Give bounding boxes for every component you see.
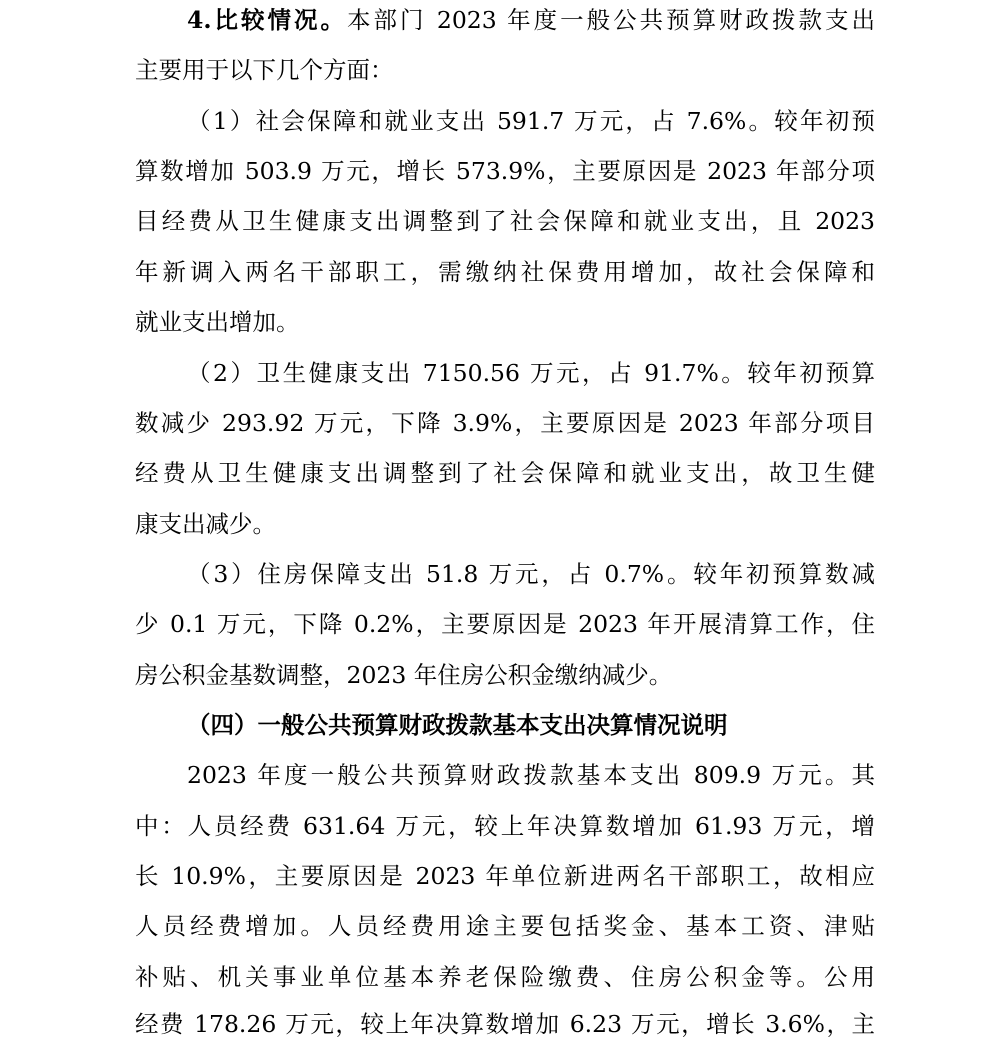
paragraph-4-line-1 bbox=[187, 0, 875, 40]
item-1-line-5: 就业支出增加。 bbox=[135, 308, 300, 336]
paragraph-4-line-2: 主要用于以下几个方面： bbox=[135, 56, 394, 84]
item-1-line-4: 年新调入两名干部职工，需缴纳社保费用增加，故社会保障和 bbox=[135, 258, 875, 286]
paragraph-4-heading: 4.比较情况。 bbox=[187, 6, 347, 34]
item-1-line-1: （1）社会保障和就业支出 591.7 万元，占 7.6%。较年初预 bbox=[187, 107, 875, 135]
item-3-line-1: （3）住房保障支出 51.8 万元，占 0.7%。较年初预算数减 bbox=[187, 560, 875, 588]
paragraph-4-text: 本部门 2023 年度一般公共预算财政拨款支出 bbox=[346, 6, 875, 34]
item-1-line-3: 目经费从卫生健康支出调整到了社会保障和就业支出，且 2023 bbox=[135, 207, 875, 235]
item-3-line-2: 少 0.1 万元，下降 0.2%，主要原因是 2023 年开展清算工作，住 bbox=[135, 610, 875, 638]
section-4-line-2: 中：人员经费 631.64 万元，较上年决算数增加 61.93 万元，增 bbox=[135, 812, 875, 840]
item-2-line-3: 经费从卫生健康支出调整到了社会保障和就业支出，故卫生健 bbox=[135, 459, 875, 487]
item-2-line-2: 数减少 293.92 万元，下降 3.9%，主要原因是 2023 年部分项目 bbox=[135, 409, 875, 437]
item-2-line-4: 康支出减少。 bbox=[135, 510, 276, 538]
item-1-line-2: 算数增加 503.9 万元，增长 573.9%，主要原因是 2023 年部分项 bbox=[135, 157, 875, 185]
item-2-line-1: （2）卫生健康支出 7150.56 万元，占 91.7%。较年初预算 bbox=[187, 359, 875, 387]
section-4-line-4: 人员经费增加。人员经费用途主要包括奖金、基本工资、津贴 bbox=[135, 912, 875, 940]
section-4-line-6: 经费 178.26 万元，较上年决算数增加 6.23 万元，增长 3.6%，主 bbox=[135, 1010, 875, 1038]
section-4-line-3: 长 10.9%，主要原因是 2023 年单位新进两名干部职工，故相应 bbox=[135, 862, 875, 890]
section-4-line-1: 2023 年度一般公共预算财政拨款基本支出 809.9 万元。其 bbox=[187, 761, 875, 789]
section-4-line-5: 补贴、机关事业单位基本养老保险缴费、住房公积金等。公用 bbox=[135, 963, 875, 991]
item-3-line-3: 房公积金基数调整，2023 年住房公积金缴纳减少。 bbox=[135, 661, 673, 689]
section-4-heading: （四）一般公共预算财政拨款基本支出决算情况说明 bbox=[187, 711, 728, 739]
